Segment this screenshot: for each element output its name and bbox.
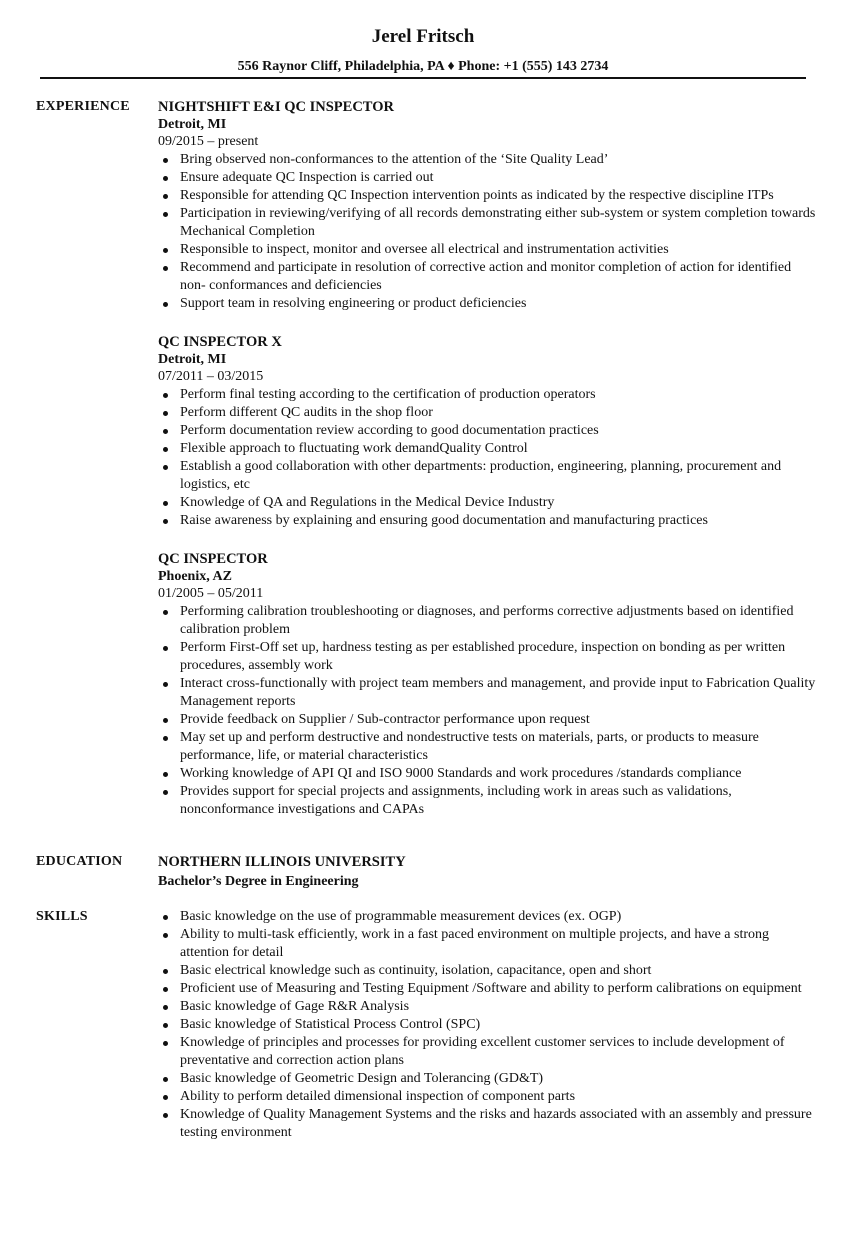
list-item: Proficient use of Measuring and Testing Equipment /Software and ability to perform calibrations on equipment xyxy=(158,980,818,998)
job-title: QC INSPECTOR xyxy=(158,551,268,567)
list-item: Basic knowledge of Geometric Design and Tolerancing (GD&T) xyxy=(158,1070,818,1088)
job-entry xyxy=(158,98,818,313)
list-item: Working knowledge of API QI and ISO 9000 Standards and work procedures /standards compliance xyxy=(158,765,818,783)
job-title: NIGHTSHIFT E&I QC INSPECTOR xyxy=(158,99,394,115)
list-item: Establish a good collaboration with other departments: production, engineering, planning, procurement and logistics, etc xyxy=(158,458,818,494)
job-bullets xyxy=(158,151,818,313)
job-location: Phoenix, AZ xyxy=(158,569,232,584)
list-item: Interact cross-functionally with project team members and management, and provide input to Fabrication Quality Management reports xyxy=(158,675,818,711)
job-bullets xyxy=(158,603,818,819)
job-dates: 07/2011 – 03/2015 xyxy=(158,369,264,384)
list-item: Perform different QC audits in the shop floor xyxy=(158,404,818,422)
list-item: Perform documentation review according to good documentation practices xyxy=(158,422,818,440)
job-dates: 01/2005 – 05/2011 xyxy=(158,586,264,601)
job-dates: 09/2015 – present xyxy=(158,134,259,149)
education-body xyxy=(158,853,818,891)
job-entry xyxy=(158,550,818,819)
list-item: Participation in reviewing/verifying of all records demonstrating either sub-system or system completion towards Mechanical Completion xyxy=(158,205,818,241)
list-item: Raise awareness by explaining and ensuring good documentation and manufacturing practices xyxy=(158,512,818,530)
skills-body xyxy=(158,908,818,1142)
school-name: NORTHERN ILLINOIS UNIVERSITY xyxy=(158,854,406,870)
candidate-name: Jerel Fritsch xyxy=(371,26,475,47)
experience-body xyxy=(158,98,818,839)
degree: Bachelor’s Degree in Engineering xyxy=(158,874,359,889)
list-item: Support team in resolving engineering or product deficiencies xyxy=(158,295,818,313)
list-item: Basic electrical knowledge such as continuity, isolation, capacitance, open and short xyxy=(158,962,818,980)
list-item: Provides support for special projects and assignments, including work in areas such as validations, nonconformance investigations and CAPAs xyxy=(158,783,818,819)
list-item: Basic knowledge of Gage R&R Analysis xyxy=(158,998,818,1016)
skills-list xyxy=(158,908,818,1142)
list-item: Knowledge of QA and Regulations in the Medical Device Industry xyxy=(158,494,818,512)
job-title: QC INSPECTOR X xyxy=(158,334,282,350)
list-item: Knowledge of Quality Management Systems and the risks and hazards associated with an assembly and pressure testing environment xyxy=(158,1106,818,1142)
list-item: Ability to perform detailed dimensional inspection of component parts xyxy=(158,1088,818,1106)
list-item: Recommend and participate in resolution of corrective action and monitor completion of action for identified non- conformances and deficiencies xyxy=(158,259,818,295)
contact-line: 556 Raynor Cliff, Philadelphia, PA ♦ Phone: +1 (555) 143 2734 xyxy=(237,59,609,74)
header-divider xyxy=(40,77,806,79)
list-item: Flexible approach to fluctuating work demandQuality Control xyxy=(158,440,818,458)
list-item: Basic knowledge on the use of programmable measurement devices (ex. OGP) xyxy=(158,908,818,926)
list-item: Ability to multi-task efficiently, work in a fast paced environment on multiple projects, and have a strong attention for detail xyxy=(158,926,818,962)
job-location: Detroit, MI xyxy=(158,352,227,367)
job-location: Detroit, MI xyxy=(158,117,227,132)
list-item: Responsible to inspect, monitor and oversee all electrical and instrumentation activities xyxy=(158,241,818,259)
list-item: Perform final testing according to the certification of production operators xyxy=(158,386,818,404)
list-item: Knowledge of principles and processes for providing excellent customer services to include development of preventative and correction action plans xyxy=(158,1034,818,1070)
list-item: Basic knowledge of Statistical Process Control (SPC) xyxy=(158,1016,818,1034)
list-item: May set up and perform destructive and nondestructive tests on materials, parts, or products to measure performance, life, or material characteristics xyxy=(158,729,818,765)
list-item: Responsible for attending QC Inspection intervention points as indicated by the respective discipline ITPs xyxy=(158,187,818,205)
job-bullets xyxy=(158,386,818,530)
list-item: Perform First-Off set up, hardness testing as per established procedure, inspection on bonding as per written procedures, assembly work xyxy=(158,639,818,675)
list-item: Provide feedback on Supplier / Sub-contractor performance upon request xyxy=(158,711,818,729)
job-entry xyxy=(158,333,818,530)
education-label: EDUCATION xyxy=(36,854,123,869)
list-item: Ensure adequate QC Inspection is carried out xyxy=(158,169,818,187)
experience-label: EXPERIENCE xyxy=(36,99,130,114)
list-item: Bring observed non-conformances to the attention of the ‘Site Quality Lead’ xyxy=(158,151,818,169)
list-item: Performing calibration troubleshooting or diagnoses, and performs corrective adjustments based on identified calibration problem xyxy=(158,603,818,639)
skills-label: SKILLS xyxy=(36,909,88,924)
